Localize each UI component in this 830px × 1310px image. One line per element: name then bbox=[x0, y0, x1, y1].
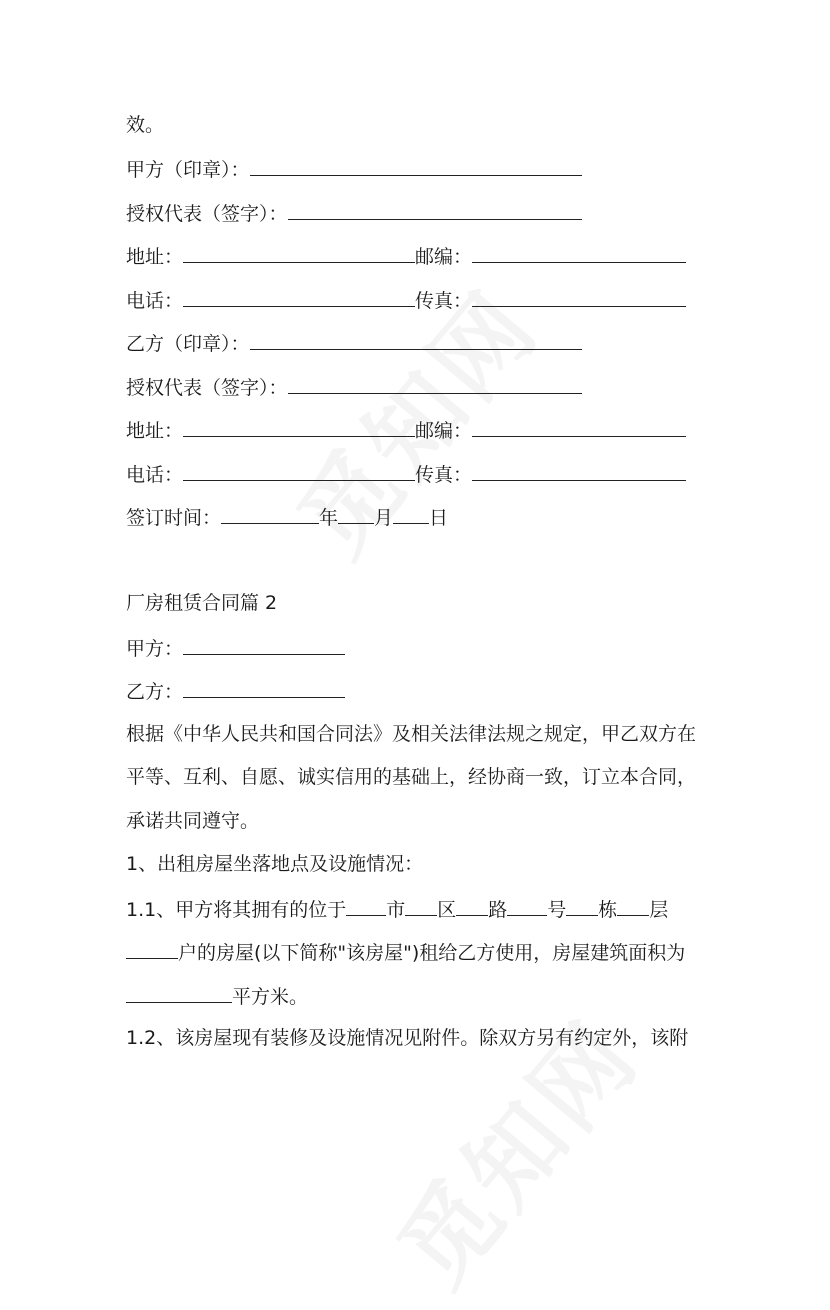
blank-field bbox=[472, 242, 686, 263]
party-b-phone-line: 电话： 传真： bbox=[126, 460, 686, 488]
paragraph-line: 根据《中华人民共和国合同法》及相关法律法规之规定，甲乙双方在 bbox=[126, 723, 697, 745]
text-line: 效。 bbox=[126, 114, 165, 136]
blank-field bbox=[405, 895, 437, 916]
party-a-phone-line: 电话： 传真： bbox=[126, 286, 686, 314]
blank-field bbox=[472, 416, 686, 437]
blank-field bbox=[288, 199, 582, 220]
party-a-address-line: 地址： 邮编： bbox=[126, 242, 686, 270]
blank-field bbox=[250, 155, 582, 176]
clause-heading: 1、出租房屋坐落地点及设施情况： bbox=[126, 853, 424, 875]
blank-field bbox=[183, 634, 345, 655]
blank-field bbox=[126, 982, 232, 1003]
party-b-address-line: 地址： 邮编： bbox=[126, 416, 686, 444]
party-b-rep-line: 授权代表（签字）： bbox=[126, 373, 582, 401]
blank-field bbox=[183, 460, 415, 481]
party-b-line: 乙方： bbox=[126, 677, 345, 705]
blank-field bbox=[507, 895, 547, 916]
clause-1-1-line: 平方米。 bbox=[126, 982, 308, 1010]
party-b-seal-line: 乙方（印章）： bbox=[126, 329, 582, 357]
blank-field bbox=[126, 938, 178, 959]
blank-field bbox=[566, 895, 598, 916]
blank-field bbox=[346, 895, 386, 916]
blank-field bbox=[250, 329, 582, 350]
party-a-seal-line: 甲方（印章）： bbox=[126, 155, 582, 183]
paragraph-line: 平等、互利、自愿、诚实信用的基础上，经协商一致，订立本合同， bbox=[126, 766, 697, 788]
blank-field bbox=[183, 242, 415, 263]
clause-1-1-line: 1.1、甲方将其拥有的位于 市 区 路 号 栋 层 bbox=[126, 895, 668, 923]
blank-field bbox=[183, 677, 345, 698]
paragraph-line: 承诺共同遵守。 bbox=[126, 810, 260, 832]
blank-field bbox=[288, 373, 582, 394]
sign-date-line: 签订时间： 年 月 日 bbox=[126, 503, 448, 531]
clause-1-2-line: 1.2、该房屋现有装修及设施情况见附件。除双方另有约定外，该附 bbox=[126, 1027, 689, 1049]
blank-field bbox=[221, 503, 319, 524]
blank-field bbox=[338, 503, 374, 524]
blank-field bbox=[183, 416, 415, 437]
blank-field bbox=[456, 895, 488, 916]
section-title: 厂房租赁合同篇 2 bbox=[126, 592, 278, 614]
blank-field bbox=[617, 895, 649, 916]
clause-1-1-line: 户的房屋(以下简称"该房屋")租给乙方使用，房屋建筑面积为 bbox=[126, 938, 685, 966]
blank-field bbox=[472, 286, 686, 307]
blank-field bbox=[183, 286, 415, 307]
party-a-rep-line: 授权代表（签字）： bbox=[126, 199, 582, 227]
blank-field bbox=[393, 503, 429, 524]
party-a-line: 甲方： bbox=[126, 634, 345, 662]
blank-field bbox=[472, 460, 686, 481]
